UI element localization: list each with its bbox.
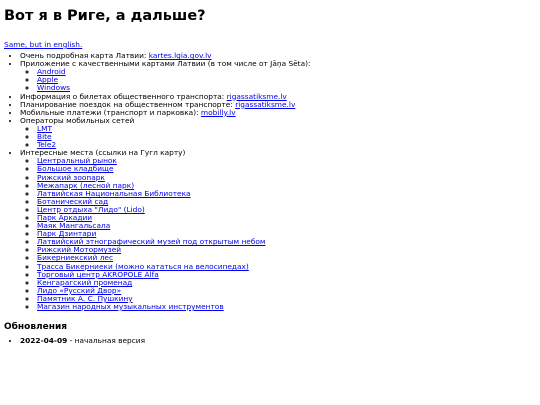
place-link-folk-instruments-shop[interactable]: Магазин народных музыкальных инструментов xyxy=(37,302,224,311)
android-link[interactable]: Android xyxy=(37,67,66,77)
app-link-item xyxy=(37,68,540,76)
list-item-places xyxy=(20,149,540,311)
app-link-item xyxy=(37,76,540,84)
tickets-text: Информация о билетах общественного транспорта: xyxy=(20,91,227,101)
apple-link[interactable]: Apple xyxy=(37,75,59,85)
english-version-link[interactable]: Same, but in english. xyxy=(4,40,83,49)
operator-item xyxy=(37,125,540,133)
payments-link[interactable]: mobilly.lv xyxy=(200,107,236,117)
map-link[interactable]: kartes.lgia.gov.lv xyxy=(148,51,212,61)
place-item xyxy=(37,222,540,230)
place-link-national-library[interactable]: Латвийская Национальная Библиотека xyxy=(37,188,191,198)
place-link-mezaparks[interactable]: Межапарк (лесной парк) xyxy=(37,180,135,190)
place-link-botanical-garden[interactable]: Ботанический сад xyxy=(37,196,109,206)
place-link-biķernieki-track[interactable]: Трасса Бикерниеки (можно кататься на велосипедах) xyxy=(37,261,249,271)
place-link-dzintari-park[interactable]: Парк Дзинтари xyxy=(37,229,97,239)
tickets-link[interactable]: rigassatiksme.lv xyxy=(226,91,287,101)
planning-text: Планирование поездок на общественном транспорте: xyxy=(20,99,236,109)
app-links-list xyxy=(20,68,540,92)
map-text: Очень подробная карта Латвии: xyxy=(20,51,149,61)
place-link-ethnographic-museum[interactable]: Латвийский этнографический музей под открытым небом xyxy=(37,237,266,247)
place-link-akropole-alfa[interactable]: Торговый центр AKROPOLE Alfa xyxy=(37,269,159,279)
update-entry xyxy=(20,337,540,345)
update-date: 2022-04-09 xyxy=(20,336,68,346)
windows-link[interactable]: Windows xyxy=(37,83,70,93)
place-link-motor-museum[interactable]: Рижский Мотормузей xyxy=(37,245,122,255)
updates-heading: Обновления xyxy=(4,322,68,333)
place-link-arkadia-park[interactable]: Парк Аркадии xyxy=(37,212,93,222)
place-link-central-market[interactable]: Центральный рынок xyxy=(37,156,117,166)
update-text: - начальная версия xyxy=(67,336,146,346)
places-list xyxy=(20,157,540,311)
place-link-mangalsala-lighthouse[interactable]: Маяк Мангальсала xyxy=(37,221,111,231)
place-link-great-cemetery[interactable]: Большое кладбище xyxy=(37,164,114,174)
place-item xyxy=(37,214,540,222)
operator-item xyxy=(37,133,540,141)
app-text: Приложение с качественными картами Латвии (в том числе от Jāņa Sēta): xyxy=(20,59,311,69)
place-item xyxy=(37,165,540,173)
place-item xyxy=(37,303,540,311)
operators-text: Операторы мобильных сетей xyxy=(20,115,135,125)
place-item xyxy=(37,206,540,214)
english-version-paragraph xyxy=(4,41,540,49)
lmt-link[interactable]: LMT xyxy=(37,123,53,133)
operators-list xyxy=(20,125,540,149)
updates-list xyxy=(4,337,540,345)
tele2-link[interactable]: Tele2 xyxy=(37,140,57,150)
place-link-biķernieki-forest[interactable]: Бикерниекский лес xyxy=(37,253,114,263)
place-link-kengarags-promenade[interactable]: Кенгарагский променад xyxy=(37,277,133,287)
list-item-operators xyxy=(20,117,540,149)
main-list xyxy=(4,52,540,311)
list-item-app xyxy=(20,60,540,92)
page-title: Вот я в Риге, а дальше? xyxy=(4,8,206,24)
places-text: Интересные места (ссылки на Гугл карту) xyxy=(20,148,186,158)
place-link-zoo[interactable]: Рижский зоопарк xyxy=(37,172,105,182)
payments-text: Мобильные платежи (транспорт и парковка): xyxy=(20,107,201,117)
place-link-lido-russian-yard[interactable]: Лидо «Русский Двор» xyxy=(37,285,122,295)
bite-link[interactable]: Bite xyxy=(37,132,52,142)
place-link-pushkin-monument[interactable]: Памятник А. С. Пушкину xyxy=(37,293,133,303)
planning-link[interactable]: rigassatiksme.lv xyxy=(235,99,296,109)
place-link-lido-center[interactable]: Центр отдыха "Лидо" (Lido) xyxy=(37,204,145,214)
place-item xyxy=(37,190,540,198)
